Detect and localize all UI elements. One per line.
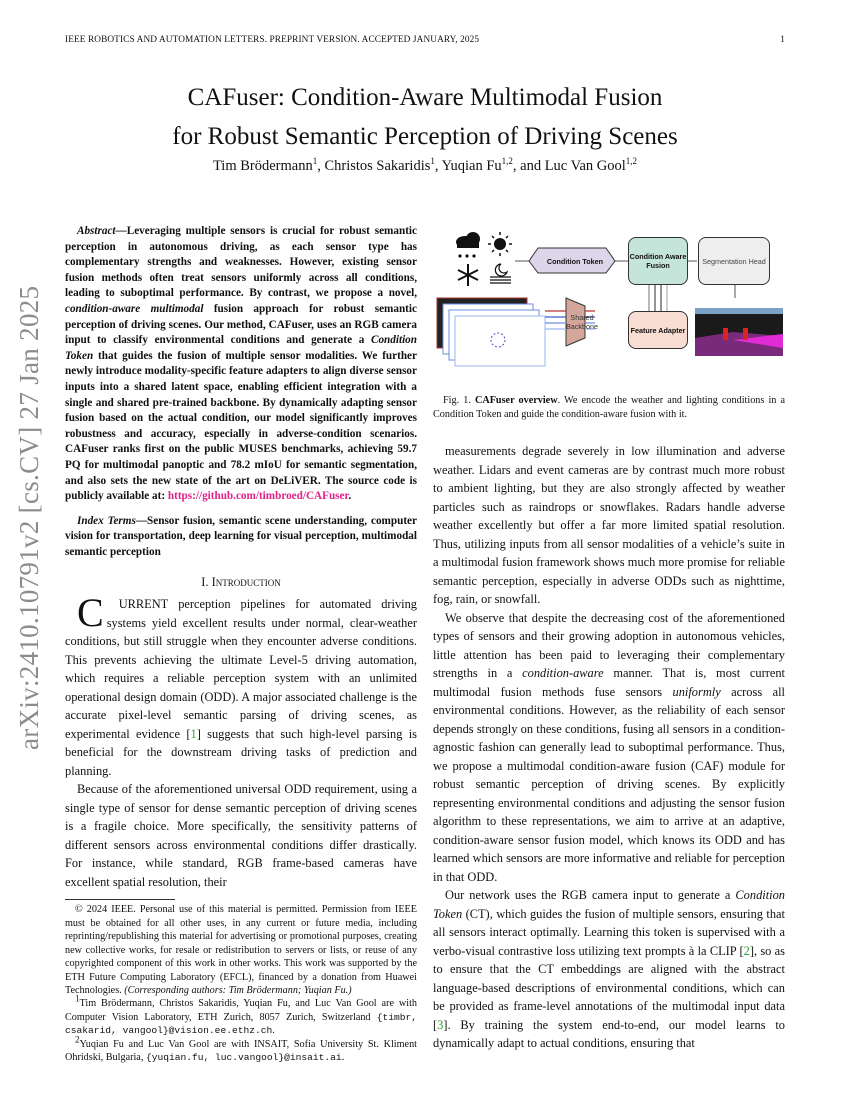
author-affiliation: 1,2 [501, 156, 513, 167]
author-separator: , [434, 158, 442, 174]
italic-text: condition-aware [522, 666, 604, 681]
italic-text: Condition Token [65, 334, 417, 362]
author-name: Luc Van Gool [544, 158, 626, 174]
body-paragraph [65, 590, 417, 780]
footnote [65, 903, 417, 997]
footnote-marker: 1 [75, 993, 80, 1004]
text-run: ] suggests that such high-level parsing is beneficial for the downstream driving tasks of prediction and planning. [65, 726, 417, 778]
sun-icon [488, 232, 512, 256]
author-affiliation: 1 [430, 156, 435, 167]
text-run: © 2024 IEEE. Personal use of this material is permitted. Permission from IEEE must be obtained for all other uses, in any current or future media, including reprinting/republishing this material for advertising or promotional purposes, creating new collective works, for resale or redistribution to servers or lists, or reuse of any copyrighted component of this work in other works. This work was supported by the ETH Future Computing Laboratory (EFCL), financed by a donation from Huawei Technologies. [65, 904, 417, 996]
night-fog-icon [490, 264, 511, 283]
abstract [65, 224, 417, 560]
text-run: Yuqian Fu and Luc Van Gool are with INSAIT, Sofia University St. Kliment Ohridski, Bulgaria, [65, 1038, 417, 1063]
cloud-rain-icon [456, 232, 480, 258]
text-run: Tim Brödermann, Christos Sakaridis, Yuqian Fu, and Luc Van Gool are with Computer Vision Laboratory, ETH Zurich, 8057 Zurich, Switzerland [65, 998, 417, 1023]
page-number: 1 [780, 35, 785, 45]
footnote [65, 1034, 417, 1065]
text-run: . [348, 490, 352, 503]
text-run: fusion approach for robust semantic perception of driving scenes. Our method, CAFuser, uses an RGB camera input to classify environmental conditions and generate a [65, 302, 417, 347]
author-affiliation: 1 [312, 156, 318, 167]
right-column-body [433, 442, 785, 1053]
left-column [65, 224, 417, 1064]
author-name: Christos Sakaridis [324, 158, 431, 174]
title-line-2: for Robust Semantic Perception of Driving Scenes [172, 123, 678, 150]
text-run: measurements degrade severely in low illumination and adverse weather. Lidars and event cameras are by contrast much more robust to ambient lighting, but they are also strongly affected by weather particles such as raindrops or snowflakes. Radars handle adverse weather excellently but offer a far more limited spatial resolution. Thus, utilizing inputs from all sensor modalities of a vehicle’s suite in a multimodal fusion framework shows much more promise for reliable semantic perception, especially in adverse ODDs such as nighttime, fog, rain, or snowfall. [433, 444, 785, 607]
segmentation-output-image [695, 308, 783, 356]
email-addresses: {yuqian.fu, luc.vangool}@insait.ai [145, 1051, 342, 1063]
code-link[interactable]: https://github.com/timbroed/CAFuser [167, 490, 349, 503]
text-run: We observe that despite the decreasing cost of the aforementioned types of sensors and their growing adoption in autonomous vehicles, little attention has been paid to leveraging their complementary strengths in a [433, 610, 785, 681]
author-name: Tim Brödermann [212, 158, 313, 174]
footnote-marker: 2 [75, 1034, 80, 1045]
fusion-arrows [649, 285, 667, 311]
body-paragraph [433, 886, 785, 1053]
citation-link[interactable]: 2 [743, 943, 750, 958]
figure-1-caption [433, 384, 785, 432]
shared-backbone-label: Shared Backbone [566, 313, 598, 331]
segmentation-head-box: Segmentation Head [698, 237, 770, 285]
citation-link[interactable]: 3 [437, 1017, 444, 1032]
condition-token-label: Condition Token [546, 256, 604, 266]
footnote-block [65, 891, 417, 1064]
abstract-paragraph [65, 514, 417, 561]
author-list [0, 158, 850, 175]
title-line-1: CAFuser: Condition-Aware Multimodal Fusion [187, 84, 663, 111]
condition-aware-fusion-box: Condition Aware Fusion [628, 237, 688, 285]
section-heading-introduction [65, 574, 417, 590]
drop-cap: C [77, 590, 104, 636]
body-paragraph [65, 780, 417, 891]
italic-text: condition-aware multimodal [65, 302, 204, 315]
text-run: across all environmental conditions. However, as the reliability of each sensor depends strongly on these conditions, fusing all sensors in a condition-agnostic fashion can generally lead to suboptimal performance. Thus, we propose a multimodal condition-aware fusion (CAF) module for robust semantic perception of driving scenes. By explicitly representing environmental conditions and adjusting the sensor fusion algorithm to these representations, we aim to arrive at an adaptive, condition-aware sensor fusion model, which knows its ODD and has learned which sensors are more informative and reliable for perception in that ODD. [433, 684, 785, 884]
section-title: Introduction [211, 575, 281, 590]
text-run: that guides the fusion of multiple sensor modalities. We further newly introduce modality-specific feature adapters to align diverse sensor inputs into a shared latent space, enabling efficient integration with a single and shared pre-trained backbone. By dynamically adapting sensor fusion based on the actual condition, our model significantly improves robustness and accuracy, especially in adverse-condition scenarios. CAFuser ranks first on the public MUSES benchmarks, achieving 59.7 PQ for multimodal panoptic and 78.2 mIoU for semantic segmentation, and also sets the new state of the art on DeLiVER. The source code is publicly available at: [65, 349, 417, 503]
text-run: . [272, 1025, 275, 1037]
arxiv-stamp: arXiv:2410.10791v2 [cs.CV] 27 Jan 2025 [14, 285, 44, 750]
text-run: ], so as to ensure that the CT embeddings are aligned with the abstract language-based descriptions of environmental conditions, which can be provided as frame-level annotations of the multimodal input data [ [433, 943, 785, 1032]
left-column-body [65, 590, 417, 891]
journal-header: IEEE ROBOTICS AND AUTOMATION LETTERS. PREPRINT VERSION. ACCEPTED JANUARY, 2025 [65, 35, 480, 45]
email-addresses: {timbr, csakarid, vangool}@vision.ee.ethz.ch [65, 1011, 417, 1037]
caption-text [433, 394, 785, 422]
running-header [65, 35, 785, 45]
author-separator: , and [512, 158, 545, 174]
small-caps-text: URRENT [118, 597, 169, 612]
text-run: perception pipelines for automated driving systems yield excellent results under normal, clear-weather conditions, but still struggle when they encounter adverse conditions. This prevents achieving the ultimate Level-5 driving automation, which requires a reliable perception system with an unlimited operational design domain (ODD). A major associated challenge is the accurate pixel-level semantic parsing of driving scenes, as experimental evidence [ [65, 597, 417, 741]
italic-text: Index Terms [77, 514, 136, 527]
text-run: . [341, 1051, 345, 1063]
feature-adapter-box: Feature Adapter [628, 311, 688, 349]
author-name: Yuqian Fu [441, 158, 502, 174]
text-run: —Leveraging multiple sensors is crucial for robust semantic perception in autonomous driving, as each sensor type has complementary strengths and weaknesses. However, existing sensor fusion methods often treat sensors uniformly across all conditions, leading to suboptimal performance. By contrast, we propose a novel, [65, 225, 417, 300]
author-separator: , [317, 158, 325, 174]
text-run: manner. That is, most current multimodal fusion methods fuse sensors [433, 666, 785, 699]
snowflake-icon [458, 264, 478, 286]
abstract-paragraph [65, 224, 417, 505]
figure-1-diagram [433, 228, 785, 368]
text-run: (CT), which guides the fusion of multiple sensors, ensuring that all sensors interact optimally. Learning this token is supervised with a verbo-visual contrastive loss utilizing text prompts à la CLIP [ [433, 906, 785, 958]
right-column [433, 228, 785, 1053]
text-run: ]. By training the system end-to-end, our model learns to dynamically adapt to actual conditions, ensuring that [433, 1017, 785, 1051]
text-run: —Sensor fusion, semantic scene understanding, computer vision for transportation, deep learning for visual perception, multimodal semantic perception [65, 514, 417, 558]
sensor-input-frames [437, 298, 545, 366]
bold-text: CAFuser overview [474, 395, 558, 407]
footnotes [65, 903, 417, 1064]
italic-text: uniformly [672, 684, 721, 699]
footnote [65, 993, 417, 1037]
text-run: Our network uses the RGB camera input to generate a [445, 888, 736, 903]
section-number: I. [201, 575, 209, 590]
italic-text: Abstract [77, 225, 116, 237]
author-affiliation: 1,2 [625, 156, 638, 167]
body-paragraph [433, 442, 785, 609]
italic-text: Condition Token [433, 888, 785, 921]
text-run: . We encode the weather and lighting conditions in a Condition Token and guide the condition-aware fusion with it. [433, 395, 786, 421]
text-run: Because of the aforementioned universal ODD requirement, using a single type of sensor for dense semantic perception of driving scenes is a fragile choice. More specifically, the sensitivity patterns of different sensors across environmental conditions differ drastically. For instance, while standard, RGB frame-based cameras have excellent spatial resolution, their [65, 782, 417, 889]
paper-title [0, 78, 850, 156]
citation-link[interactable]: 1 [190, 726, 197, 741]
footnote-divider [65, 899, 175, 900]
text-run: Fig. 1. [443, 395, 475, 407]
italic-text: (Corresponding authors: Tim Brödermann; Yuqian Fu.) [124, 984, 352, 996]
body-paragraph [433, 609, 785, 887]
